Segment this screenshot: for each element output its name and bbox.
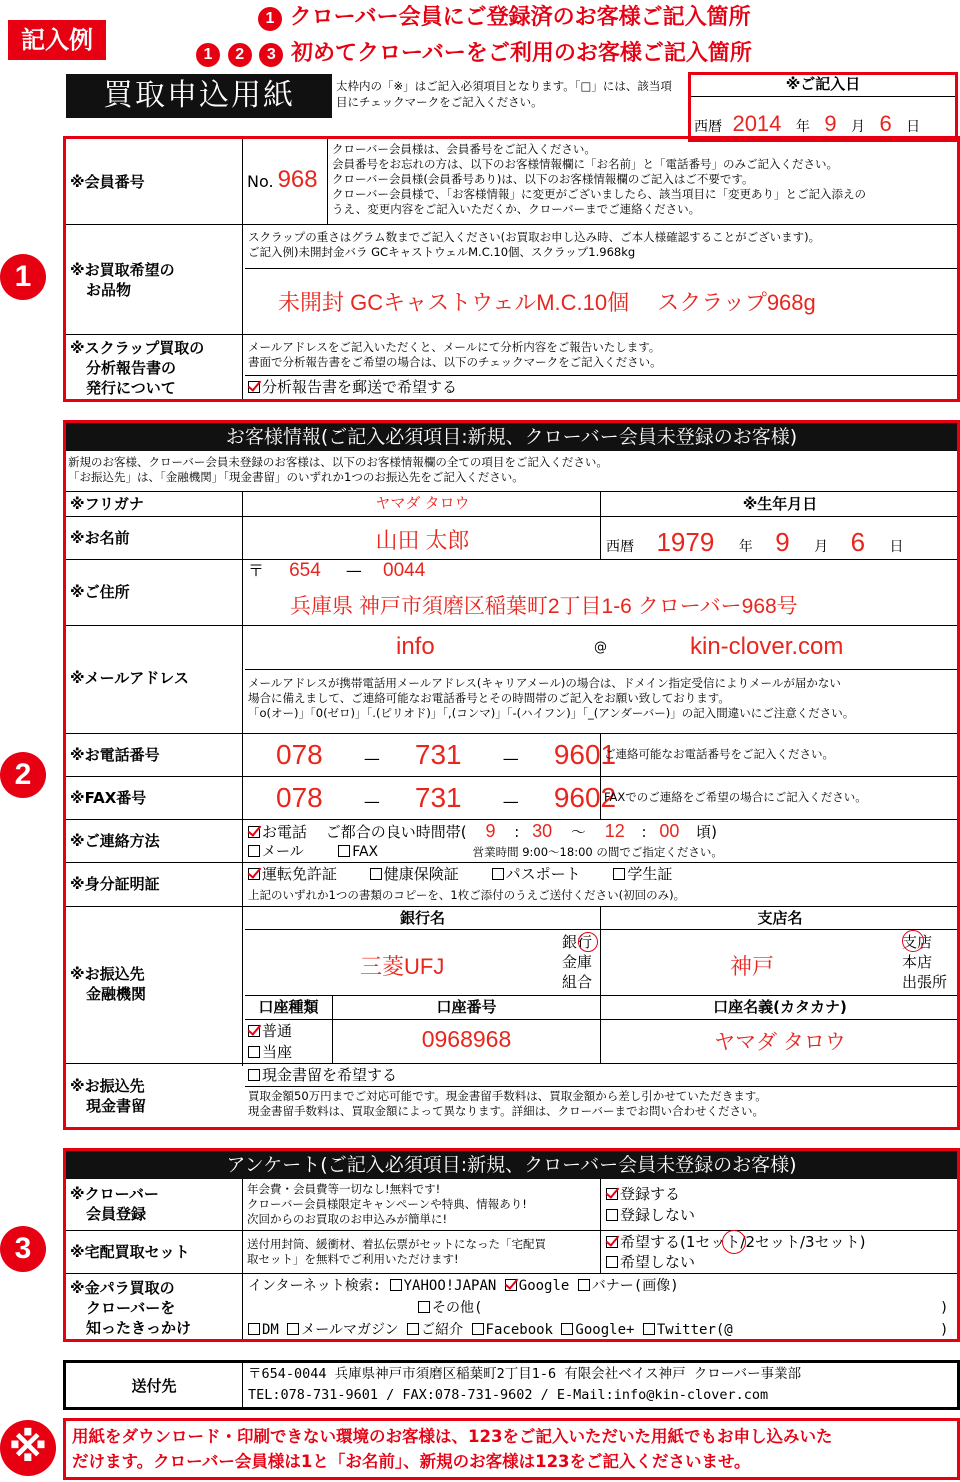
source-row-1: インターネット検索: YAHOO!JAPAN Google バナー(画像) — [248, 1278, 679, 1294]
phone-note: ご連絡可能なお電話番号をご記入ください。 — [604, 747, 834, 761]
contact-row-2: メール FAX 営業時間 9:00〜18:00 の間でご指定ください。 — [248, 843, 723, 861]
id-passport-checkbox[interactable] — [492, 868, 504, 880]
section-2-circle: 2 — [0, 752, 46, 798]
legend-2-text: 初めてクローバーをご利用のお客様ご記入箇所 — [291, 41, 752, 66]
set-options: 希望する(1セット/2セット/3セット) 希望しない — [606, 1232, 865, 1272]
set-yes-checkbox[interactable] — [606, 1236, 618, 1248]
email-notes: メールアドレスが携帯電話用メールアドレス(キャリアメール)の場合は、ドメイン指定受信によりメールが届かない 場合に備えまして、ご連絡可能なお電話番号とその時間帯のご記入をお願い致しております。 「o(オー)」「0(ゼロ)」「.(ピリオド)」「,(コンマ)」「-(ハイフン)」「_(アンダーバー)」の記入間違いにご注意ください。 — [248, 676, 855, 720]
bank-label: ※お振込先 金融機関 — [70, 965, 147, 1003]
id-insurance-checkbox[interactable] — [370, 868, 382, 880]
cash-checkbox[interactable] — [248, 1069, 260, 1081]
contact-mail-checkbox[interactable] — [248, 845, 260, 857]
source-google-checkbox[interactable] — [505, 1279, 517, 1291]
legend-2-circle-1: 1 — [196, 43, 220, 67]
date-value: 西暦 2014 年 9 月 6 日 — [694, 111, 921, 136]
footer-mark: ※ — [0, 1420, 56, 1476]
source-referral-checkbox[interactable] — [407, 1323, 419, 1335]
source-yahoo-checkbox[interactable] — [390, 1279, 402, 1291]
bank-name-value[interactable]: 三菱UFJ — [360, 954, 445, 979]
acct-holder-header: 口座名義(カタカナ) — [713, 998, 847, 1016]
acct-types: 普通 当座 — [248, 1021, 292, 1063]
set-count-circle — [722, 1230, 746, 1254]
branch-header: 支店名 — [757, 909, 803, 927]
id-label: ※身分証明証 — [70, 875, 160, 893]
source-row-3-close: ) — [940, 1322, 949, 1338]
acct-type-header: 口座種類 — [258, 998, 319, 1016]
date-label: ※ご記入日 — [785, 75, 861, 93]
section-3-circle: 3 — [0, 1226, 46, 1272]
report-notes: メールアドレスをご記入いただくと、メールにて分析内容をご報告いたします。 書面で分析報告書をご希望の場合は、以下のチェックマークをご記入ください。 — [248, 340, 662, 369]
header-instructions: 太枠内の「※」はご記入必須項目となります。「□」には、該当項目にチェックマークをご記入ください。 — [336, 79, 672, 109]
phone-label: ※お電話番号 — [70, 746, 160, 764]
shipto-label: 送付先 — [131, 1377, 177, 1395]
source-mailmag-checkbox[interactable] — [287, 1323, 299, 1335]
fax-value[interactable]: 078 — 731 — 9602 — [276, 782, 617, 813]
set-label: ※宅配買取セット — [70, 1243, 190, 1261]
name-value[interactable]: 山田 太郎 — [375, 528, 470, 553]
legend-1-text: クローバー会員にご登録済のお客様ご記入箇所 — [289, 5, 751, 30]
branch-types: 支店 本店 出張所 — [902, 933, 948, 991]
shipto-address: 〒654-0044 兵庫県神戸市須磨区稲葉町2丁目1-6 有限会社ベイス神戸 クローバー事業部 TEL:078-731-9601 / FAX:078-731-9602 / E-Mail:info@kin-clover.com — [248, 1366, 802, 1403]
acct-touza-checkbox[interactable] — [248, 1046, 260, 1058]
fax-note: FAXでのご連絡をご希望の場合にご記入ください。 — [604, 790, 867, 804]
source-banner-checkbox[interactable] — [578, 1279, 590, 1291]
report-checkbox[interactable] — [248, 381, 260, 393]
source-dm-checkbox[interactable] — [248, 1323, 260, 1335]
email-local[interactable]: info — [396, 633, 435, 660]
register-no-checkbox[interactable] — [606, 1209, 618, 1221]
acct-no-value[interactable]: 0968968 — [421, 1026, 512, 1052]
id-options: 運転免許証 健康保険証 パスポート 学生証 — [248, 864, 672, 884]
source-label: ※金パラ買取の クローバーを 知ったきっかけ — [70, 1279, 192, 1337]
report-option[interactable]: 分析報告書を郵送で希望する — [248, 377, 457, 397]
source-other-checkbox[interactable] — [418, 1301, 430, 1313]
items-label: ※お買取希望の お品物 — [70, 261, 175, 299]
fax-label: ※FAX番号 — [70, 789, 147, 807]
branch-type-circle — [902, 930, 924, 952]
email-domain[interactable]: kin-clover.com — [690, 633, 844, 660]
section-1-circle: 1 — [0, 254, 46, 300]
section-3-title: アンケート(ご記入必須項目:新規、クローバー会員未登録のお客様) — [66, 1151, 957, 1179]
source-row-2: その他( — [418, 1298, 482, 1318]
source-row-2-close: ) — [940, 1300, 949, 1316]
name-label: ※お名前 — [70, 529, 130, 547]
acct-holder-value[interactable]: ヤマダ タロウ — [714, 1031, 846, 1054]
id-note: 上記のいずれか1つの書類のコピーを、1枚ご添付のうえご送付ください(初回のみ)。 — [248, 888, 686, 902]
source-googleplus-checkbox[interactable] — [561, 1323, 573, 1335]
id-student-checkbox[interactable] — [613, 868, 625, 880]
source-facebook-checkbox[interactable] — [472, 1323, 484, 1335]
register-label: ※クローバー 会員登録 — [70, 1185, 159, 1223]
register-yes-checkbox[interactable] — [606, 1188, 618, 1200]
bank-name-header: 銀行名 — [399, 909, 445, 927]
date-year: 2014 — [732, 111, 782, 136]
contact-fax-checkbox[interactable] — [338, 845, 350, 857]
contact-row-1: お電話 ご都合の良い時間帯( 9 : 30 〜 12 : 00 頃) — [248, 821, 717, 842]
example-badge: 記入例 — [8, 20, 106, 60]
phone-value[interactable]: 078 — 731 — 9601 — [276, 739, 617, 770]
furigana-label: ※フリガナ — [70, 495, 144, 513]
set-no-checkbox[interactable] — [606, 1256, 618, 1268]
date-day: 6 — [879, 111, 892, 136]
items-notes: スクラップの重さはグラム数までご記入ください(お買取お申し込み時、ご本人様確認することがございます)。 ご記入例)未開封金バラ GCキャストウェルM.C.10個、スクラップ1.968kg — [248, 230, 821, 259]
form-title: 買取申込用紙 — [66, 74, 332, 118]
furigana-value[interactable]: ヤマダ タロウ — [375, 495, 470, 512]
email-label: ※メールアドレス — [70, 669, 189, 687]
cash-label: ※お振込先 現金書留 — [70, 1077, 147, 1115]
birth-label: ※生年月日 — [742, 495, 818, 513]
section-2-notes: 新規のお客様、クローバー会員未登録のお客様は、以下のお客様情報欄の全ての項目をご記入ください。 「お振込先」は、「金融機関」「現金書留」のいずれか1つのお振込先をご記入ください。 — [68, 455, 608, 484]
member-no-value: No. 968 — [247, 166, 318, 193]
address-value[interactable]: 兵庫県 神戸市須磨区稲葉町2丁目1-6 クローバー968号 — [290, 595, 798, 618]
source-row-3: DM メールマガジン ご紹介 Facebook Google+ Twitter(@ — [248, 1320, 733, 1340]
set-desc: 送付用封筒、緩衝材、着払伝票がセットになった「宅配買 取セット」を無料でご利用いただけます! — [247, 1237, 546, 1266]
legend-1-circle: 1 — [258, 7, 282, 31]
footer-text: 用紙をダウンロード・印刷できない環境のお客様は、123をご記入いただいた用紙でもお申し込みいた だけます。クローバー会員様は1と「お名前」、新規のお客様は123をご記入くださいませ。 — [72, 1427, 833, 1471]
contact-phone-checkbox[interactable] — [248, 826, 260, 838]
address-label: ※ご住所 — [70, 583, 130, 601]
date-month: 9 — [824, 111, 837, 136]
bank-type-circle — [578, 932, 598, 952]
register-desc: 年会費・会員費等一切なし!無料です! クローバー会員様限定キャンペーンや特典、情報あり! 次回からのお買取のお申込みが簡単に! — [247, 1182, 527, 1226]
legend-2-circle-2: 2 — [228, 43, 252, 67]
contact-label: ※ご連絡方法 — [70, 832, 160, 850]
cash-option[interactable]: 現金書留を希望する — [248, 1065, 397, 1085]
legend-2-circle-3: 3 — [259, 43, 283, 67]
postal-code[interactable]: 〒 654 — 0044 — [248, 560, 426, 581]
section-2-title: お客様情報(ご記入必須項目:新規、クローバー会員未登録のお客様) — [66, 423, 957, 451]
items-value[interactable]: 未開封 GCキャストウェルM.C.10個 スクラップ968g — [278, 290, 816, 315]
cash-notes: 買取金額50万円までご対応可能です。現金書留手数料は、買取金額から差し引かせていただきます。 現金書留手数料は、買取金額によって異なります。詳細は、クローバーまでお問い合わせください。 — [248, 1089, 767, 1118]
acct-futsu-checkbox[interactable] — [248, 1025, 260, 1037]
bank-types: 銀行 金庫 組合 — [562, 933, 593, 991]
birth-value[interactable]: 西暦 1979 年 9 月 6 日 — [606, 527, 904, 557]
legend-1 — [258, 4, 751, 32]
id-license-checkbox[interactable] — [248, 868, 260, 880]
branch-value[interactable]: 神戸 — [730, 954, 775, 979]
legend-2 — [196, 40, 752, 68]
member-notes: クローバー会員様は、会員番号をご記入ください。 会員番号をお忘れの方は、以下のお客様情報欄に「お名前」と「電話番号」のみご記入ください。 クローバー会員様(会員番号あり)は、以下のお客様情報欄のご記入はご不要です。 クローバー会員様で、「お客様情報」に変更がございましたら、該当項目に「変更あり」とご記入添えの うえ、変更内容をご記入いただくか、クローバーまでご連絡ください。 — [332, 142, 866, 216]
acct-no-header: 口座番号 — [436, 998, 497, 1016]
source-twitter-checkbox[interactable] — [643, 1323, 655, 1335]
email-at: @ — [594, 640, 607, 655]
member-no-label: ※会員番号 — [70, 173, 145, 191]
register-options: 登録する 登録しない — [606, 1184, 695, 1226]
report-label: ※スクラップ買取の 分析報告書の 発行について — [70, 339, 205, 397]
